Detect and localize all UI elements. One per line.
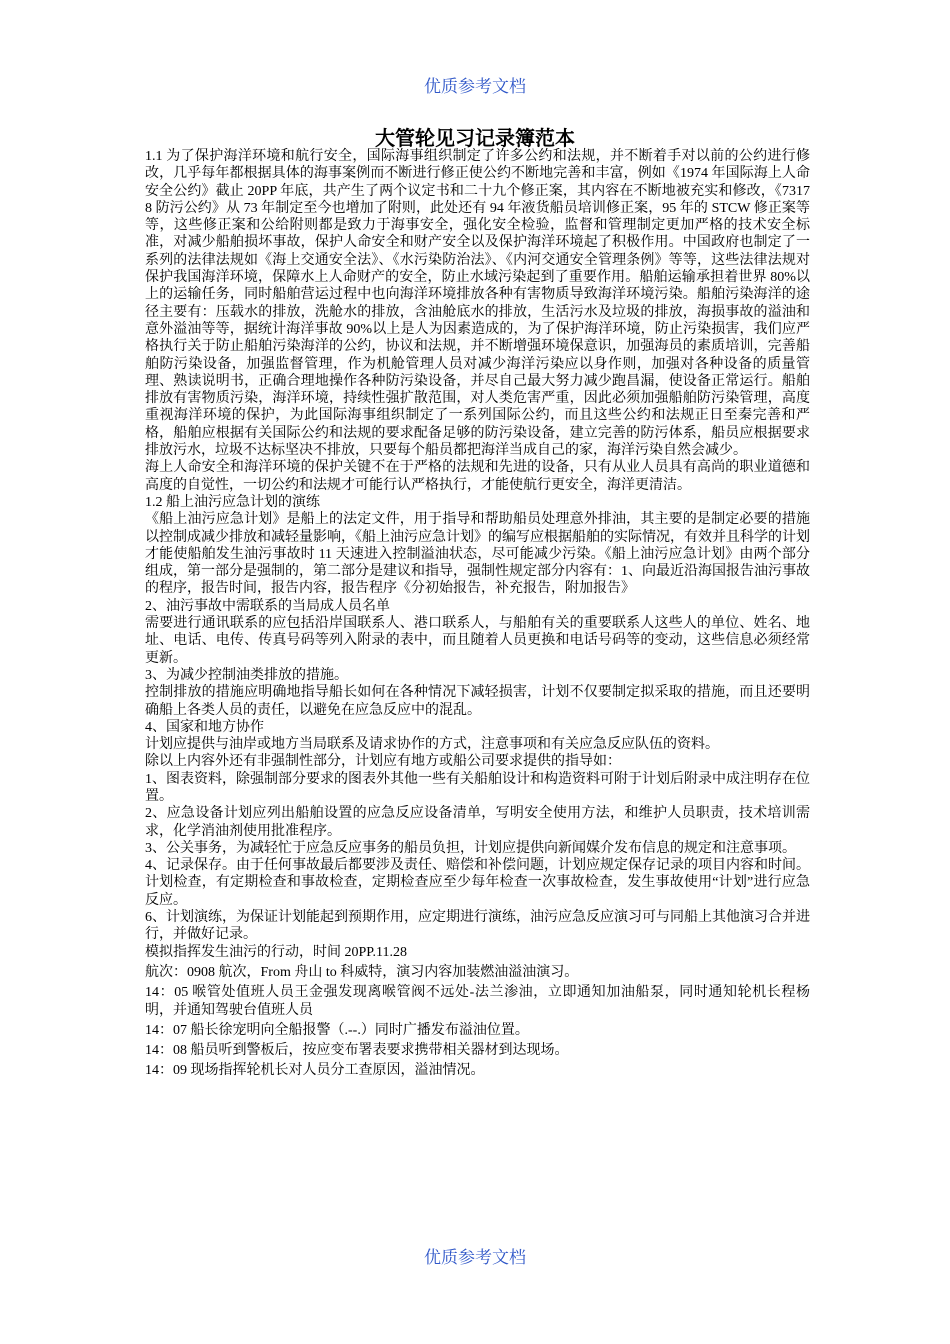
page-footer: 优质参考文档 [424,1248,526,1268]
paragraph: 控制排放的措施应明确地指导船长如何在各种情况下减轻损害，计划不仅要制定拟采取的措施，而且还要明确船上各类人员的责任，以避免在应急反应中的混乱。 [145,685,810,718]
paragraph: 航次：0908 航次，From 舟山 to 科威特，演习内容加装燃油溢油演习。 [145,964,579,980]
log-entry: 14：08 船员听到警板后，按应变布署表要求携带相关器材到达现场。 [145,1043,569,1059]
paragraph: 模拟指挥发生油污的行动，时间 20PP.11.28 [145,944,408,960]
list-item: 3、为减少控制油类排放的措施。 [145,667,348,683]
paragraph: 计划检查，有定期检查和事故检查，定期检查应至少每年检查一次事故检查，发生事故使用“计划”进行应急反应。 [145,875,810,908]
list-item: 2、应急设备计划应列出船舶设置的应急反应设备清单，写明安全使用方法，和维护人员职责，技术培训需求，化学消油剂使用批准程序。 [145,806,810,839]
log-entry: 14：07 船长徐宠明向全船报警（.--.）同时广播发布溢油位置。 [145,1022,529,1038]
list-item: 1、图表资料，除强制部分要求的图表外其他一些有关船舶设计和构造资料可附于计划后附录中成注明存在位置。 [145,771,810,804]
log-entry: 14：05 喉管处值班人员王金强发现离喉管阀不远处-法兰渗油，立即通知加油船泵，同时通知轮机长程杨明，并通知驾驶台值班人员 [145,985,810,1018]
paragraph: 除以上内容外还有非强制性部分，计划应有地方或船公司要求提供的指导如： [145,754,621,770]
list-item: 3、公关事务，为减轻忙于应急反应事务的船员负担，计划应提供向新闻媒介发布信息的规定和注意事项。 [145,840,796,856]
paragraph: 海上人命安全和海洋环境的保护关键不在于严格的法规和先进的设备，只有从业人员具有高尚的职业道德和高度的自觉性，一切公约和法规才可能行认严格执行，才能使航行更安全，海洋更清洁。 [145,460,810,493]
list-item: 4、国家和地方协作 [145,719,264,735]
paragraph: 1.1 为了保护海洋环境和航行安全，国际海事组织制定了许多公约和法规，并不断着手对以前的公约进行修改，几乎每年都根据具体的海事案例而不断进行修正使公约不断地完善和丰富，例如《1974 年国际海上人命安全公约》截止 20PP 年底，共产生了两个议定书和二十九个修正案，其内容在不断地被充实和修改，《73178 防污公约》从 73 年制定至今也增加了附则，此处还有 94 年液货船员培训修正案，95 年的 STCW 修正案等等，这些修正案和公给附则都是致力于海事安全，强化安全检验，监督和管理制定更加严格的技术安全标准，对减少船舶损坏事故，保护人命安全和财产安全以及保护海洋环境起了积极作用。中国政府也制定了一系列的法律法规如《海上交通安全法》、《水污染防治法》、《内河交通安全管理条例》等等，这些法律法规对保护我国海洋环境，保障水上人命财产的安全，防止水域污染起到了重要作用。船舶运输承担着世界 80%以上的运输任务，同时船舶营运过程中也向海洋环境排放各种有害物质导致海洋环境污染。船舶污染海洋的途径主要有：压载水的排放，洗舱水的排放，含油舱底水的排放，生活污水及垃圾的排放，海损事故的溢油和意外溢油等等，据统计海洋事故 90%以上是人为因素造成的，为了保护海洋环境，防止污染损害，我们应严格执行关于防止船舶污染海洋的公约，协议和法规，并不断增强环境保意识，加强海员的素质培训，完善船舶防污染设备，加强监督管理，作为机舱管理人员对减少海洋污染应以身作则，加强对各种设备的质量管理、熟读说明书，正确合理地操作各种防污染设备，并尽自己最大努力减少跑昌漏，使设备正常运行。船舶排放有害物质污染，海洋环境，持续性强扩散范围，对人类危害严重，因此必须加强船舶防污染管理，高度重视海洋环境的保护，为此国际海事组织制定了一系列国际公约，而且这些公约和法规正日至秦完善和严格，船舶应根据有关国际公约和法规的要求配备足够的防污染设备，建立完善的防污体系，船员应根据要求排放污水，垃圾不达标坚决不排放，只要每个船员都把海洋当成自己的家，海洋污染自然会减少。 [145,149,810,459]
document-body [145,148,810,1080]
list-item: 6、计划演练，为保证计划能起到预期作用，应定期进行演练，油污应急反应演习可与同船上其他演习合并进行，并做好记录。 [145,910,810,943]
paragraph: 《船上油污应急计划》是船上的法定文件，用于指导和帮助船员处理意外排油，其主要的是制定必要的措施以控制成减少排放和减轻量影响，《船上油污应急计划》的编写应根据船舶的实际情况，有效并且科学的计划才能使船舶发生油污事故时 11 天速进入控制溢油状态，尽可能减少污染。《船上油污应急计划》由两个部分组成，第一部分是强制的，第二部分是建议和指导，强制性规定部分内容有：1、向最近沿海国报告油污事故的程序，报告时间，报告内容，报告程序《分初始报告，补充报告，附加报告》 [145,512,810,597]
paragraph: 需要进行通讯联系的应包括沿岸国联系人、港口联系人，与船舶有关的重要联系人这些人的单位、姓名、地址、电话、电传、传真号码等列入附录的表中，而且随着人员更换和电话号码等的变动，这些信息必须经常更新。 [145,616,810,666]
list-item: 4、记录保存。由于任何事故最后都要涉及责任、赔偿和补偿问题，计划应规定保存记录的项目内容和时间。 [145,858,810,874]
list-item: 2、油污事故中需联系的当局成人员名单 [145,598,390,614]
paragraph: 计划应提供与油岸或地方当局联系及请求协作的方式，注意事项和有关应急反应队伍的资料。 [145,737,719,753]
document-title: 大管轮见习记录簿范本 [375,126,575,150]
page-header: 优质参考文档 [424,77,526,97]
log-entry: 14：09 现场指挥轮机长对人员分工查原因，溢油情况。 [145,1063,485,1079]
section-heading: 1.2 船上油污应急计划的演练 [145,494,320,510]
